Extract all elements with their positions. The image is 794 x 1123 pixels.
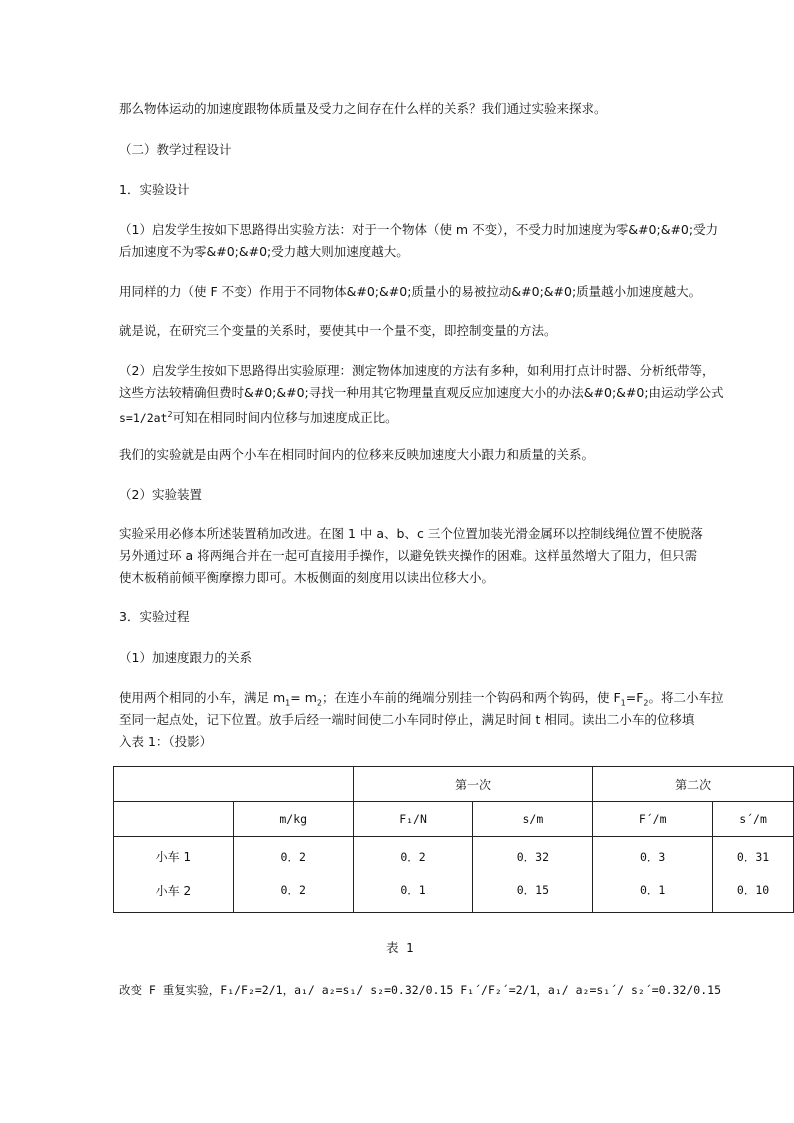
subsection-heading-2: （2）实验装置 <box>119 487 202 502</box>
formula-exponent: 2 <box>167 410 173 419</box>
paragraph-conclusion: 改变 F 重复实验，F₁/F₂=2/1，a₁/ a₂=s₁/ s₂=0.32/0.15 F₁´/F₂´=2/1，a₁/ a₂=s₁´/ s₂´=0.32/0.15 <box>119 983 721 997</box>
table-cell: 0．3 <box>593 837 713 877</box>
table-cell: 0．2 <box>233 837 353 877</box>
table-cell: 0．32 <box>473 837 593 877</box>
paragraph-intro: 那么物体运动的加速度跟物体质量及受力之间存在什么样的关系？我们通过实验来探求。 <box>119 101 607 116</box>
subsection-heading-4: （1）加速度跟力的关系 <box>119 650 252 665</box>
table-cell: 0．2 <box>233 876 353 913</box>
table-header-cell: F₁/N <box>353 802 473 837</box>
table-group-first: 第一次 <box>353 767 593 802</box>
paragraph-method-line-1: （1）启发学生按如下思路得出实验方法：对于一个物体（使 m 不变），不受力时加速度为零&#0;&#0;受力 <box>119 222 719 237</box>
paragraph-principle-line-1: （2）启发学生按如下思路得出实验原理：测定物体加速度的方法有多种，如利用打点计时器、分析纸带等， <box>119 363 715 378</box>
table-row-label: 小车 2 <box>114 876 234 913</box>
paragraph-apparatus-line-1: 实验采用必修本所述装置稍加改进。在图 1 中 a、b、c 三个位置加装光滑金属环以控制线绳位置不使脱落 <box>119 526 703 541</box>
table-row-label: 小车 1 <box>114 837 234 877</box>
formula-text: 可知在相同时间内位移与加速度成正比。 <box>172 410 398 426</box>
paragraph-experiment: 我们的实验就是由两个小车在相同时间内的位移来反映加速度大小跟力和质量的关系。 <box>119 447 595 462</box>
table-cell: 0．10 <box>713 876 794 913</box>
table-group-second: 第二次 <box>593 767 794 802</box>
table-row <box>114 876 794 913</box>
table-group-header-row <box>114 767 794 802</box>
paragraph-apparatus-line-3: 使木板稍前倾平衡摩擦力即可。木板侧面的刻度用以读出位移大小。 <box>119 570 495 585</box>
table-cell: 0．2 <box>353 837 473 877</box>
paragraph-force: 用同样的力（使 F 不变）作用于不同物体&#0;&#0;质量小的易被拉动&#0;&#0;质量越小加速度越大。 <box>119 284 702 299</box>
table-cell: 0．15 <box>473 876 593 913</box>
paragraph-principle-line-3 <box>119 403 674 430</box>
table-cell: 0．1 <box>353 876 473 913</box>
table-caption: 表 1 <box>386 940 414 955</box>
table-header-cell: m/kg <box>233 802 353 837</box>
table-header-cell: F´/m <box>593 802 713 837</box>
table-header-cell: s/m <box>473 802 593 837</box>
paragraph-method-line-2: 后加速度不为零&#0;&#0;受力越大则加速度越大。 <box>119 244 409 259</box>
table-empty-cell <box>114 767 354 802</box>
data-table <box>113 766 794 913</box>
table-header-cell: s´/m <box>713 802 794 837</box>
paragraph-control-variable: 就是说，在研究三个变量的关系时，要使其中一个量不变，即控制变量的方法。 <box>119 323 557 338</box>
table-cell: 0．31 <box>713 837 794 877</box>
table-header-row <box>114 802 794 837</box>
section-heading: （二）教学过程设计 <box>119 142 232 157</box>
subsection-heading-1: 1．实验设计 <box>119 182 190 197</box>
table-header-blank <box>114 802 234 837</box>
paragraph-principle-line-2: 这些方法较精确但费时&#0;&#0;寻找一种用其它物理量直观反应加速度大小的办法&#0;&#0;由运动学公式 <box>119 385 724 400</box>
formula: s=1/2at <box>119 411 168 426</box>
paragraph-procedure-line-3: 入表 1：（投影） <box>119 734 213 749</box>
paragraph-apparatus-line-2: 另外通过环 a 将两绳合并在一起可直接用手操作，以避免铁夹操作的困难。这样虽然增大了阻力，但只需 <box>119 548 698 563</box>
table-row <box>114 837 794 877</box>
table-cell: 0．1 <box>593 876 713 913</box>
subsection-heading-3: 3．实验过程 <box>119 609 190 624</box>
paragraph-procedure-line-1: 使用两个相同的小车，满足 $m_1= m_2$；在连小车前的绳端分别挂一个钩码和两个钩码，使 $F_1=F_2$。将二小车拉 <box>119 690 724 708</box>
paragraph-procedure-line-2: 至同一起点处，记下位置。放手后经一端时间使二小车同时停止，满足时间 t 相同。读出二小车的位移填 <box>119 712 695 727</box>
